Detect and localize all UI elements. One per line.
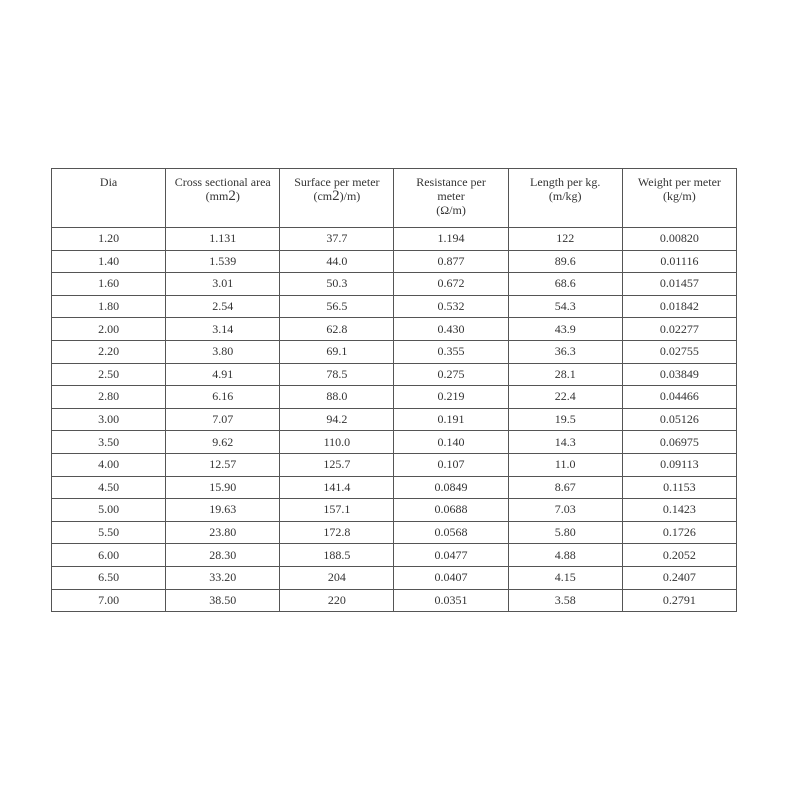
table-body — [52, 228, 737, 612]
table-row — [52, 408, 737, 431]
table-cell-resistance-per-meter: 0.275 — [394, 363, 508, 386]
table-cell-cross-sectional-area: 4.91 — [166, 363, 280, 386]
table-cell-length-per-kg: 5.80 — [508, 521, 622, 544]
table-cell-length-per-kg: 68.6 — [508, 273, 622, 296]
table-cell-diameter: 2.00 — [52, 318, 166, 341]
table-cell-weight-per-meter: 0.04466 — [622, 386, 736, 409]
table-cell-cross-sectional-area: 15.90 — [166, 476, 280, 499]
table-cell-surface-per-meter: 204 — [280, 566, 394, 589]
column-header-text: (m/kg) — [548, 189, 582, 203]
column-header-surface-per-meter — [280, 169, 394, 228]
table-cell-surface-per-meter: 69.1 — [280, 340, 394, 363]
table-cell-diameter: 2.80 — [52, 386, 166, 409]
table-cell-weight-per-meter: 0.2791 — [622, 589, 736, 612]
column-header-text: Cross sectional area — [174, 175, 271, 189]
table-cell-resistance-per-meter: 0.355 — [394, 340, 508, 363]
table-cell-weight-per-meter: 0.01842 — [622, 295, 736, 318]
table-cell-weight-per-meter: 0.1153 — [622, 476, 736, 499]
header-row — [52, 169, 737, 228]
table-cell-diameter: 6.50 — [52, 566, 166, 589]
column-header-text: (kg/m) — [663, 189, 696, 203]
table-row — [52, 318, 737, 341]
table-cell-surface-per-meter: 50.3 — [280, 273, 394, 296]
column-header-weight-per-meter — [622, 169, 736, 228]
table-cell-surface-per-meter: 44.0 — [280, 250, 394, 273]
table-row — [52, 295, 737, 318]
table-cell-surface-per-meter: 94.2 — [280, 408, 394, 431]
table-cell-length-per-kg: 4.15 — [508, 566, 622, 589]
column-header-text: (cm2)/m) — [313, 188, 361, 204]
table-cell-surface-per-meter: 172.8 — [280, 521, 394, 544]
column-header-text: Weight per meter — [637, 175, 721, 189]
table-cell-diameter: 2.20 — [52, 340, 166, 363]
table-row — [52, 250, 737, 273]
table-cell-length-per-kg: 14.3 — [508, 431, 622, 454]
table-cell-length-per-kg: 43.9 — [508, 318, 622, 341]
table-cell-cross-sectional-area: 3.14 — [166, 318, 280, 341]
table-row — [52, 273, 737, 296]
table-cell-diameter: 3.00 — [52, 408, 166, 431]
table-cell-diameter: 7.00 — [52, 589, 166, 612]
table-row — [52, 499, 737, 522]
table-cell-surface-per-meter: 220 — [280, 589, 394, 612]
table-cell-resistance-per-meter: 0.0477 — [394, 544, 508, 567]
wire-specification-table — [51, 168, 737, 612]
table-cell-diameter: 2.50 — [52, 363, 166, 386]
table-cell-weight-per-meter: 0.03849 — [622, 363, 736, 386]
table-cell-weight-per-meter: 0.1423 — [622, 499, 736, 522]
column-header-text: (mm2) — [205, 188, 240, 204]
table-cell-length-per-kg: 19.5 — [508, 408, 622, 431]
table-cell-surface-per-meter: 56.5 — [280, 295, 394, 318]
table-cell-cross-sectional-area: 3.01 — [166, 273, 280, 296]
table-cell-length-per-kg: 122 — [508, 228, 622, 251]
table-cell-resistance-per-meter: 0.0688 — [394, 499, 508, 522]
table-cell-diameter: 1.80 — [52, 295, 166, 318]
table-row — [52, 228, 737, 251]
table-cell-resistance-per-meter: 0.877 — [394, 250, 508, 273]
table-row — [52, 566, 737, 589]
table-row — [52, 386, 737, 409]
table-cell-cross-sectional-area: 33.20 — [166, 566, 280, 589]
table-row — [52, 453, 737, 476]
table-cell-resistance-per-meter: 0.0849 — [394, 476, 508, 499]
table-cell-diameter: 3.50 — [52, 431, 166, 454]
table-cell-resistance-per-meter: 0.672 — [394, 273, 508, 296]
table-cell-diameter: 5.00 — [52, 499, 166, 522]
column-header-resistance-per-meter — [394, 169, 508, 228]
table-row — [52, 363, 737, 386]
table-cell-weight-per-meter: 0.06975 — [622, 431, 736, 454]
table-cell-cross-sectional-area: 1.539 — [166, 250, 280, 273]
table-cell-cross-sectional-area: 38.50 — [166, 589, 280, 612]
table-cell-resistance-per-meter: 0.430 — [394, 318, 508, 341]
column-header-diameter — [52, 169, 166, 228]
table-row — [52, 589, 737, 612]
table-cell-resistance-per-meter: 0.0407 — [394, 566, 508, 589]
table-cell-length-per-kg: 28.1 — [508, 363, 622, 386]
table-cell-length-per-kg: 11.0 — [508, 453, 622, 476]
table-cell-surface-per-meter: 37.7 — [280, 228, 394, 251]
table-cell-diameter: 4.50 — [52, 476, 166, 499]
table-cell-diameter: 1.20 — [52, 228, 166, 251]
table-cell-cross-sectional-area: 7.07 — [166, 408, 280, 431]
table-cell-length-per-kg: 54.3 — [508, 295, 622, 318]
column-header-text: meter — [437, 189, 465, 203]
table-cell-surface-per-meter: 141.4 — [280, 476, 394, 499]
table-row — [52, 544, 737, 567]
table-cell-diameter: 4.00 — [52, 453, 166, 476]
table-row — [52, 476, 737, 499]
table-cell-weight-per-meter: 0.02755 — [622, 340, 736, 363]
table-cell-weight-per-meter: 0.00820 — [622, 228, 736, 251]
table-cell-weight-per-meter: 0.01116 — [622, 250, 736, 273]
table-cell-resistance-per-meter: 0.107 — [394, 453, 508, 476]
table-cell-surface-per-meter: 110.0 — [280, 431, 394, 454]
table-cell-resistance-per-meter: 0.0351 — [394, 589, 508, 612]
table-cell-diameter: 6.00 — [52, 544, 166, 567]
table-cell-surface-per-meter: 188.5 — [280, 544, 394, 567]
column-header-text: Dia — [99, 175, 118, 189]
table-cell-length-per-kg: 36.3 — [508, 340, 622, 363]
table-cell-cross-sectional-area: 3.80 — [166, 340, 280, 363]
table-row — [52, 521, 737, 544]
table-cell-resistance-per-meter: 0.219 — [394, 386, 508, 409]
table-cell-diameter: 1.40 — [52, 250, 166, 273]
table-cell-cross-sectional-area: 1.131 — [166, 228, 280, 251]
table-cell-resistance-per-meter: 0.532 — [394, 295, 508, 318]
table-cell-cross-sectional-area: 28.30 — [166, 544, 280, 567]
table-cell-surface-per-meter: 125.7 — [280, 453, 394, 476]
table-cell-resistance-per-meter: 0.191 — [394, 408, 508, 431]
table-cell-cross-sectional-area: 2.54 — [166, 295, 280, 318]
table-cell-length-per-kg: 89.6 — [508, 250, 622, 273]
table-cell-cross-sectional-area: 9.62 — [166, 431, 280, 454]
column-header-text: Surface per meter — [294, 175, 380, 189]
table-header — [52, 169, 737, 228]
table-row — [52, 431, 737, 454]
table-cell-diameter: 5.50 — [52, 521, 166, 544]
table-cell-cross-sectional-area: 23.80 — [166, 521, 280, 544]
table-cell-weight-per-meter: 0.05126 — [622, 408, 736, 431]
column-header-text: Resistance per — [416, 175, 486, 189]
table-cell-cross-sectional-area: 19.63 — [166, 499, 280, 522]
table-cell-surface-per-meter: 88.0 — [280, 386, 394, 409]
table-cell-length-per-kg: 4.88 — [508, 544, 622, 567]
table-cell-resistance-per-meter: 0.140 — [394, 431, 508, 454]
table-cell-surface-per-meter: 78.5 — [280, 363, 394, 386]
column-header-cross-sectional-area — [166, 169, 280, 228]
table-cell-length-per-kg: 3.58 — [508, 589, 622, 612]
table-cell-surface-per-meter: 62.8 — [280, 318, 394, 341]
table-cell-resistance-per-meter: 1.194 — [394, 228, 508, 251]
table-cell-length-per-kg: 22.4 — [508, 386, 622, 409]
table-cell-length-per-kg: 8.67 — [508, 476, 622, 499]
column-header-text: Length per kg. — [530, 175, 601, 189]
table-cell-cross-sectional-area: 6.16 — [166, 386, 280, 409]
table-cell-diameter: 1.60 — [52, 273, 166, 296]
table-cell-resistance-per-meter: 0.0568 — [394, 521, 508, 544]
column-header-length-per-kg — [508, 169, 622, 228]
table-row — [52, 340, 737, 363]
table-cell-cross-sectional-area: 12.57 — [166, 453, 280, 476]
column-header-text: (Ω/m) — [436, 203, 466, 217]
table-cell-weight-per-meter: 0.02277 — [622, 318, 736, 341]
table-cell-surface-per-meter: 157.1 — [280, 499, 394, 522]
table-cell-weight-per-meter: 0.2407 — [622, 566, 736, 589]
table-cell-weight-per-meter: 0.1726 — [622, 521, 736, 544]
table-cell-length-per-kg: 7.03 — [508, 499, 622, 522]
table-cell-weight-per-meter: 0.2052 — [622, 544, 736, 567]
table-cell-weight-per-meter: 0.01457 — [622, 273, 736, 296]
table-cell-weight-per-meter: 0.09113 — [622, 453, 736, 476]
